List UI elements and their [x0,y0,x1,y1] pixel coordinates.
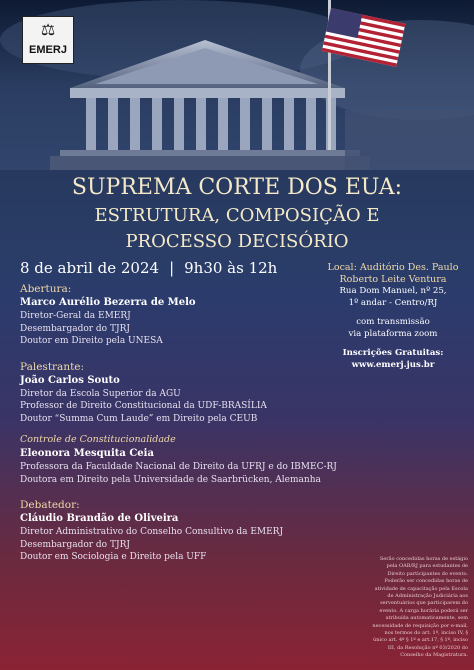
debater-line: Desembargador do TJRJ [20,539,130,550]
fine-print-line: pela OAB/RJ para estudantes de [386,563,468,570]
fine-print-line: evento. A carga horária poderá ser [379,607,468,614]
stream-info: com transmissão [356,317,430,327]
opening-label: Abertura: [20,283,72,295]
venue-info [318,262,468,371]
opening-line: Diretor-Geral da EMERJ [20,311,131,321]
debater-name: Cláudio Brandão de Oliveira [20,513,179,524]
venue-address-2: 1º andar - Centro/RJ [348,297,438,308]
venue-title-2: Roberto Leite Ventura [339,274,447,285]
fine-print-line: Conselho da Magistratura. [400,652,468,659]
fine-print-line: atribuída automaticamente, sem [385,615,468,622]
control-line: Professora da Faculdade Nacional de Direito da UFRJ e do IBMEC-RJ [20,462,337,472]
debater-line: Doutor em Sociologia e Direito pela UFF [20,552,207,562]
title-line-2: ESTRUTURA, COMPOSIÇÃO E [94,205,380,226]
registration-label: Inscrições Gratuitas: [342,348,444,358]
date-separator: | [169,259,175,277]
debater-label: Debatedor: [20,499,80,511]
fine-print [348,556,468,660]
opening-line: Desembargador do TJRJ [20,323,130,334]
title-line-1: SUPREMA CORTE DOS EUA: [71,175,403,200]
fine-print-line: atividade de capacitação pela Escola [374,585,468,592]
stream-info-2: via plataforma zoom [348,328,438,339]
title-line-3: PROCESSO DECISÓRIO [125,231,349,252]
registration-url[interactable]: www.emerj.jus.br [351,359,435,370]
control-label: Controle de Constitucionalidade [20,434,176,445]
logo-text: EMERJ [29,44,67,56]
fine-print-line: necessidade de requisição por e-mail, [372,622,468,629]
speaker-line: Doutor “Summa Cum Laude” em Direito pela CEUB [20,413,258,424]
debater-line: Diretor Administrativo do Conselho Consultivo da EMERJ [20,527,284,537]
speaker-line: Diretor da Escola Superior da AGU [20,388,181,399]
speaker-name: João Carlos Souto [20,374,120,386]
opening-line: Doutor em Direito pela UNESA [20,336,163,346]
justice-scale-icon: ⚖ [40,20,56,39]
speaker-label: Palestrante: [20,360,85,373]
fine-print-line: de Administração Judiciária aos [387,593,468,600]
event-date-time [20,258,277,278]
opening-name: Marco Aurélio Bezerra de Melo [20,297,196,308]
venue-title: Local: Auditório Des. Paulo [327,262,459,273]
fine-print-line: Poderão ser concedidas horas de [384,578,468,585]
control-name: Eleonora Mesquita Ceia [20,448,154,459]
fine-print-line: serventuários que participarem do [380,600,468,607]
fine-print-line: Direito participantes do evento. [387,570,468,577]
fine-print-line: Serão concedidas horas de estágio [379,556,468,562]
emerj-logo [22,16,74,64]
control-line: Doutora em Direito pela Universidade de Saarbrücken, Alemanha [20,474,321,485]
event-time: 9h30 às 12h [184,259,278,277]
event-date: 8 de abril de 2024 [20,259,160,277]
fine-print-line: III, da Resolução nº 03/2020 do [387,644,468,651]
venue-address: Rua Dom Manuel, nº 25, [339,286,447,296]
program-list [20,276,337,564]
fine-print-line: único art. 4º § 1º e art.17, § 1º, inciso [373,637,468,644]
speaker-line: Professor de Direito Constitucional da UDF-BRASÍLIA [20,401,267,411]
fine-print-line: nos termos do art. 1º, inciso IV, § [384,630,468,637]
